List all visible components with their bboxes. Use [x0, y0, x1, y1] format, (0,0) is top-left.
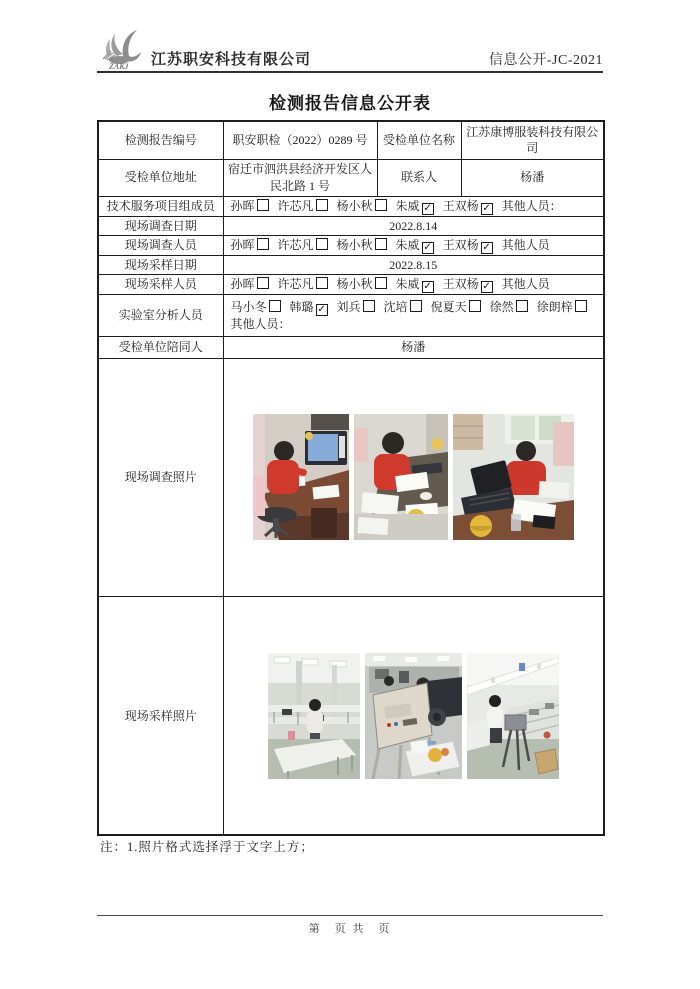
staff-member-name: 朱威: [395, 237, 420, 252]
table-row: [98, 294, 604, 336]
staff-member: [337, 199, 387, 213]
sampling-staff-cell: [223, 274, 604, 294]
sampling-photo-2: [365, 653, 462, 779]
staff-member: [396, 238, 434, 252]
header-rule: [97, 71, 603, 73]
checkbox-checked-icon: ✓: [423, 241, 432, 253]
sampling-photo-strip: [228, 653, 600, 779]
address-label: 受检单位地址: [98, 159, 223, 196]
checkbox-unchecked-icon: [257, 277, 269, 289]
table-row: [98, 336, 604, 358]
staff-member-name: 马小冬: [230, 299, 267, 314]
staff-member-name: 朱威: [395, 276, 420, 291]
footnote: 注：1.照片格式选择浮于文字上方；: [100, 840, 314, 854]
staff-member: [490, 300, 528, 314]
lab-suffix: 其他人员：: [230, 316, 291, 331]
staff-member-name: 徐然: [489, 299, 514, 314]
table-row: [98, 596, 604, 835]
staff-member: [278, 277, 328, 291]
survey-photo-1: [253, 414, 349, 540]
team-suffix: 其他人员：: [501, 198, 562, 213]
company-name: 江苏职安科技有限公司: [151, 52, 312, 68]
contact-value: 杨潘: [461, 159, 604, 196]
checkbox-unchecked-icon: [316, 277, 328, 289]
table-row: [98, 255, 604, 274]
report-no-label: 检测报告编号: [98, 121, 223, 159]
staff-member-name: 孙晖: [230, 276, 255, 291]
checkbox-unchecked-icon: [257, 199, 269, 211]
page-title: 检测报告信息公开表: [269, 94, 431, 113]
staff-member: [231, 300, 281, 314]
sampling-staff-suffix: 其他人员: [501, 276, 550, 291]
staff-member: [337, 300, 375, 314]
staff-member: [278, 238, 328, 252]
sampling-photo-1: [268, 653, 360, 779]
lab-members: [231, 299, 600, 316]
contact-label: 联系人: [377, 159, 461, 196]
staff-member-name: 刘兵: [336, 299, 361, 314]
staff-member-name: 王双杨: [442, 276, 479, 291]
checkbox-unchecked-icon: [316, 238, 328, 250]
survey-staff-suffix: 其他人员: [501, 237, 550, 252]
staff-member: [443, 277, 493, 291]
staff-member-name: 杨小秋: [336, 276, 373, 291]
staff-member: [337, 277, 387, 291]
sampling-photo-3: [467, 653, 559, 779]
sampling-date-label: 现场采样日期: [98, 255, 223, 274]
staff-member: [443, 199, 493, 213]
lab-label: 实验室分析人员: [98, 294, 223, 336]
document-code: 信息公开-JC-2021: [488, 53, 603, 68]
staff-member: [431, 300, 481, 314]
survey-staff-members: [231, 238, 502, 252]
unit-name-value: 江苏康博服装科技有限公司: [461, 121, 604, 159]
table-row: [98, 274, 604, 294]
table-row: [98, 358, 604, 596]
checkbox-unchecked-icon: [469, 300, 481, 312]
sampling-staff-members: [231, 277, 502, 291]
staff-member-name: 杨小秋: [336, 237, 373, 252]
staff-member-name: 倪夏天: [430, 299, 467, 314]
checkbox-checked-icon: ✓: [482, 280, 491, 292]
logo-text: ZAKJ: [109, 62, 129, 70]
staff-member: [384, 300, 422, 314]
checkbox-checked-icon: ✓: [317, 303, 326, 315]
staff-member: [231, 277, 269, 291]
checkbox-unchecked-icon: [375, 238, 387, 250]
staff-member-name: 许芯凡: [277, 276, 314, 291]
report-no-value: 职安职检（2022）0289 号: [223, 121, 377, 159]
footer-rule: [97, 915, 603, 916]
survey-staff-cell: [223, 235, 604, 255]
page-header: [97, 24, 603, 70]
staff-member-name: 王双杨: [442, 237, 479, 252]
staff-member: [290, 300, 328, 314]
sampling-photos-cell: [223, 596, 604, 835]
staff-member: [443, 238, 493, 252]
checkbox-checked-icon: ✓: [423, 280, 432, 292]
checkbox-unchecked-icon: [375, 199, 387, 211]
staff-member-name: 许芯凡: [277, 237, 314, 252]
checkbox-unchecked-icon: [410, 300, 422, 312]
checkbox-checked-icon: ✓: [423, 202, 432, 214]
survey-photos-cell: [223, 358, 604, 596]
team-label: 技术服务项目组成员: [98, 196, 223, 216]
staff-member: [278, 199, 328, 213]
table-row: [98, 235, 604, 255]
unit-name-label: 受检单位名称: [377, 121, 461, 159]
staff-member-name: 朱威: [395, 198, 420, 213]
staff-member: [537, 300, 587, 314]
report-info-table: [97, 120, 605, 836]
staff-member-name: 王双杨: [442, 198, 479, 213]
survey-photo-3: [453, 414, 574, 540]
lab-members-cell: [223, 294, 604, 336]
survey-date-label: 现场调查日期: [98, 216, 223, 235]
page-number-text: 第 页 共 页: [308, 923, 392, 935]
checkbox-checked-icon: ✓: [482, 241, 491, 253]
staff-member-name: 杨小秋: [336, 198, 373, 213]
checkbox-unchecked-icon: [316, 199, 328, 211]
escort-label: 受检单位陪同人: [98, 336, 223, 358]
address-value: 宿迁市泗洪县经济开发区人民北路 1 号: [223, 159, 377, 196]
sampling-photos-label: 现场采样照片: [98, 596, 223, 835]
staff-member-name: 徐朗梓: [536, 299, 573, 314]
staff-member-name: 孙晖: [230, 237, 255, 252]
staff-member: [396, 199, 434, 213]
staff-member-name: 韩璐: [289, 299, 314, 314]
staff-member-name: 许芯凡: [277, 198, 314, 213]
checkbox-unchecked-icon: [516, 300, 528, 312]
staff-member: [231, 199, 269, 213]
sampling-date-value: 2022.8.15: [223, 255, 604, 274]
staff-member: [396, 277, 434, 291]
checkbox-checked-icon: ✓: [482, 202, 491, 214]
checkbox-unchecked-icon: [375, 277, 387, 289]
survey-photo-2: [354, 414, 448, 540]
survey-date-value: 2022.8.14: [223, 216, 604, 235]
staff-member: [337, 238, 387, 252]
survey-staff-label: 现场调查人员: [98, 235, 223, 255]
survey-photos-label: 现场调查照片: [98, 358, 223, 596]
company-logo-icon: [97, 26, 149, 70]
sampling-staff-label: 现场采样人员: [98, 274, 223, 294]
staff-member-name: 孙晖: [230, 198, 255, 213]
survey-photo-strip: [228, 414, 600, 540]
team-members: [231, 199, 502, 213]
table-row: [98, 159, 604, 196]
team-members-cell: [223, 196, 604, 216]
checkbox-unchecked-icon: [363, 300, 375, 312]
escort-value: 杨潘: [223, 336, 604, 358]
staff-member-name: 沈培: [383, 299, 408, 314]
checkbox-unchecked-icon: [575, 300, 587, 312]
table-row: [98, 121, 604, 159]
checkbox-unchecked-icon: [269, 300, 281, 312]
table-row: [98, 216, 604, 235]
checkbox-unchecked-icon: [257, 238, 269, 250]
table-row: [98, 196, 604, 216]
staff-member: [231, 238, 269, 252]
